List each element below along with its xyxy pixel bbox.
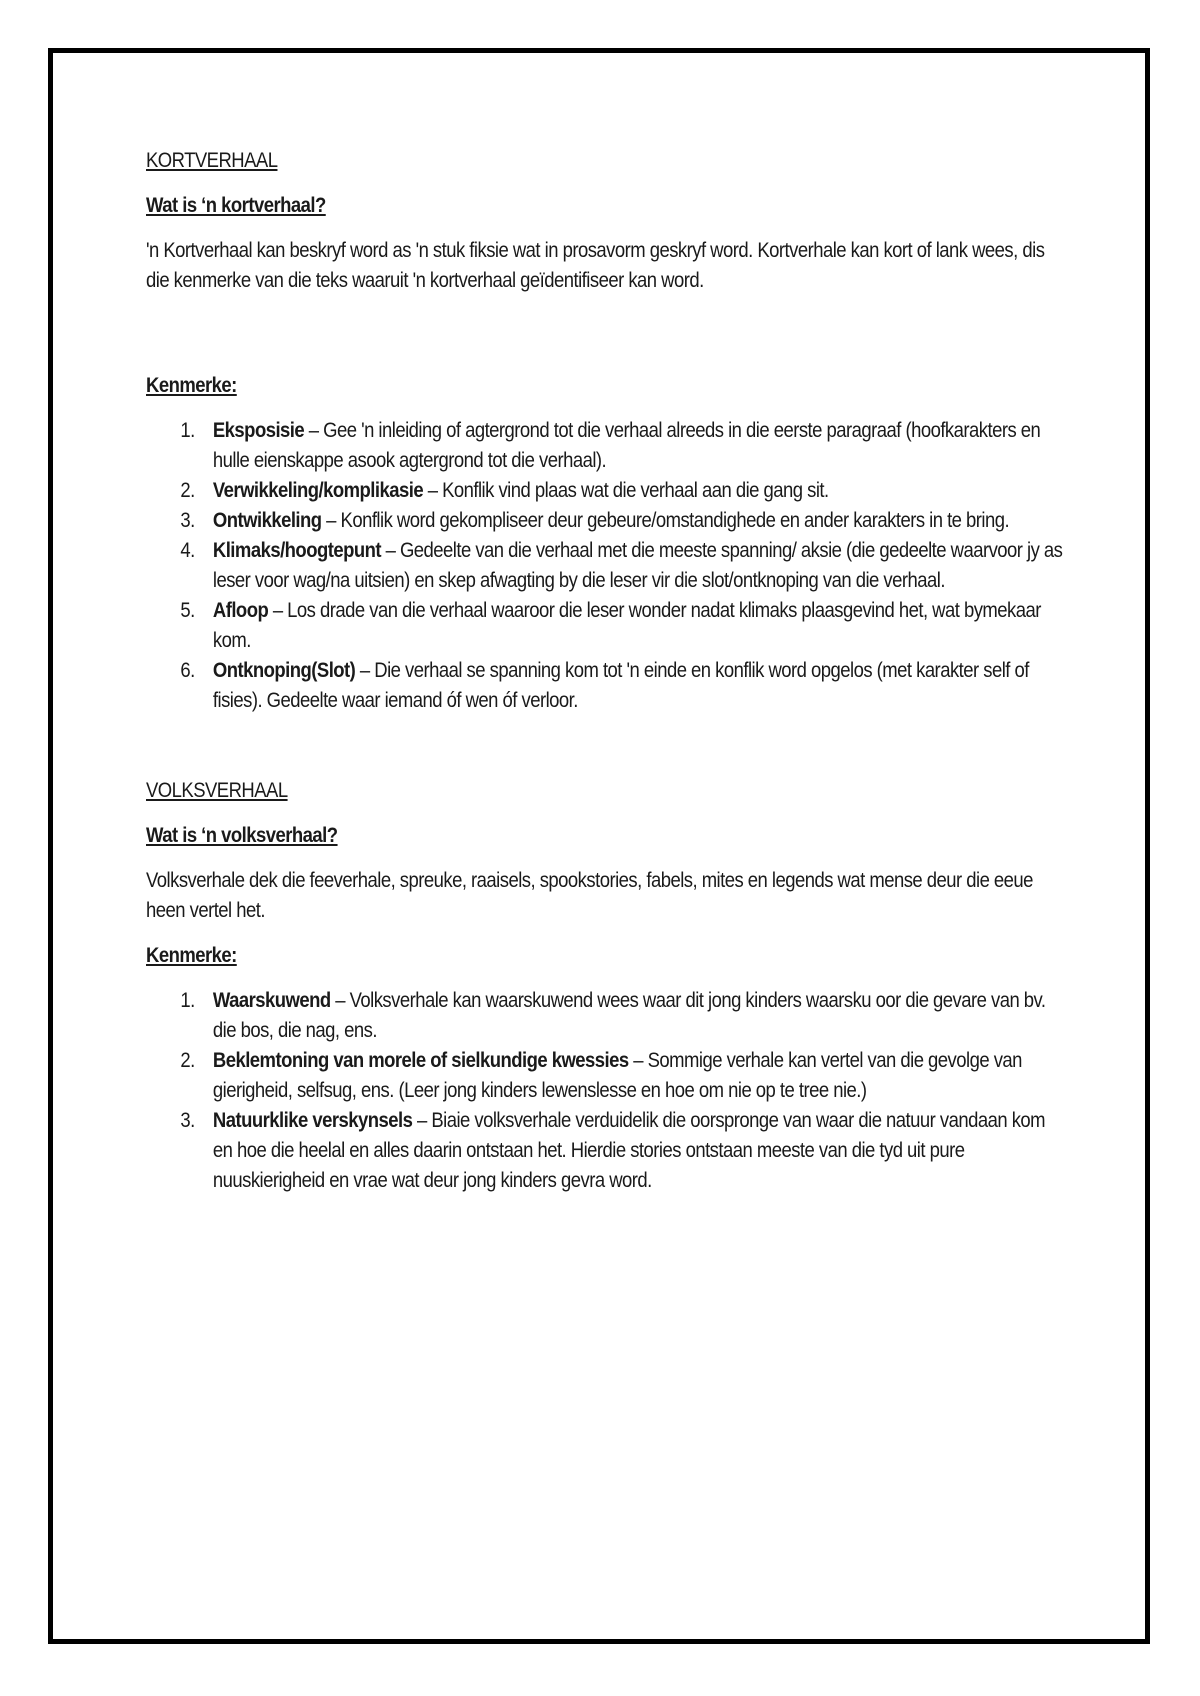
list-description: – Biaie volksverhale verduidelik die oorspronge van waar die natuur vandaan kom en hoe die heelal en alles daarin ontstaan het. Hierdie stories ontstaan meeste van die tyd uit pure nuuskierigheid en vrae wat deur jong kinders gevra word. [212, 1109, 1046, 1192]
definition-volksverhaal: Volksverhale dek die feeverhale, spreuke, raaisels, spookstories, fabels, mites en legends wat mense deur die eeue heen vertel het. [146, 869, 1033, 922]
list-description: – Sommige verhale kan vertel van die gevolge van gierigheid, selfsug, ens. (Leer jong kinders lewenslesse en hoe om nie op te tree nie.) [212, 1049, 1022, 1102]
list-description: – Los drade van die verhaal waaroor die leser wonder nadat klimaks plaasgevind het, wat bymekaar kom. [212, 599, 1041, 652]
list-number: 2. [180, 1049, 195, 1072]
features-heading-kortverhaal: Kenmerke: [146, 374, 237, 397]
features-heading-volksverhaal: Kenmerke: [146, 944, 237, 967]
list-number: 4. [180, 539, 195, 562]
list-description: – Die verhaal se spanning kom tot 'n einde en konflik word opgelos (met karakter self of fisies). Gedeelte waar iemand óf wen óf verloor. [212, 659, 1029, 712]
list-item [146, 506, 1064, 536]
document-content [146, 146, 1064, 1196]
list-number: 2. [180, 479, 195, 502]
list-term: Afloop [212, 599, 269, 622]
question-kortverhaal: Wat is ‘n kortverhaal? [146, 194, 326, 217]
list-term: Eksposisie [212, 419, 305, 442]
section-title-volksverhaal: VOLKSVERHAAL [146, 779, 288, 802]
list-number: 6. [180, 659, 195, 682]
list-item [146, 476, 1064, 506]
list-description: – Volksverhale kan waarskuwend wees waar dit jong kinders waarsku oor die gevare van bv. die bos, die nag, ens. [212, 989, 1046, 1042]
list-term: Waarskuwend [212, 989, 331, 1012]
list-term: Ontknoping(Slot) [212, 659, 356, 682]
list-term: Klimaks/hoogtepunt [212, 539, 382, 562]
definition-kortverhaal: 'n Kortverhaal kan beskryf word as 'n stuk fiksie wat in prosavorm geskryf word. Kortverhale kan kort of lank wees, dis die kenmerke van die teks waaruit 'n kortverhaal geïdentifiseer kan word. [146, 239, 1045, 292]
list-term: Beklemtoning van morele of sielkundige kwessies [212, 1049, 629, 1072]
list-description: – Konflik vind plaas wat die verhaal aan die gang sit. [423, 479, 829, 502]
list-description: – Gee 'n inleiding of agtergrond tot die verhaal alreeds in die eerste paragraaf (hoofkarakters en hulle eienskappe asook agtergrond tot die verhaal). [212, 419, 1041, 472]
list-number: 3. [180, 509, 195, 532]
section-title-kortverhaal: KORTVERHAAL [146, 149, 278, 172]
list-number: 3. [180, 1109, 195, 1132]
list-term: Natuurklike verskynsels [212, 1109, 413, 1132]
list-item [146, 986, 1064, 1046]
list-description: – Gedeelte van die verhaal met die meeste spanning/ aksie (die gedeelte waarvoor jy as leser voor wag/na uitsien) en skep afwagting by die leser vir die slot/ontknoping van die verhaal. [212, 539, 1063, 592]
list-item [146, 1106, 1064, 1196]
list-number: 1. [180, 419, 195, 442]
features-list-kortverhaal [146, 416, 1064, 716]
list-term: Verwikkeling/komplikasie [212, 479, 424, 502]
list-term: Ontwikkeling [212, 509, 322, 532]
list-description: – Konflik word gekompliseer deur gebeure/omstandighede en ander karakters in te bring. [321, 509, 1010, 532]
features-list-volksverhaal [146, 986, 1064, 1196]
list-item [146, 596, 1064, 656]
list-item [146, 536, 1064, 596]
list-item [146, 1046, 1064, 1106]
list-item [146, 416, 1064, 476]
list-number: 5. [180, 599, 195, 622]
list-item [146, 656, 1064, 716]
question-volksverhaal: Wat is ‘n volksverhaal? [146, 824, 338, 847]
list-number: 1. [180, 989, 195, 1012]
